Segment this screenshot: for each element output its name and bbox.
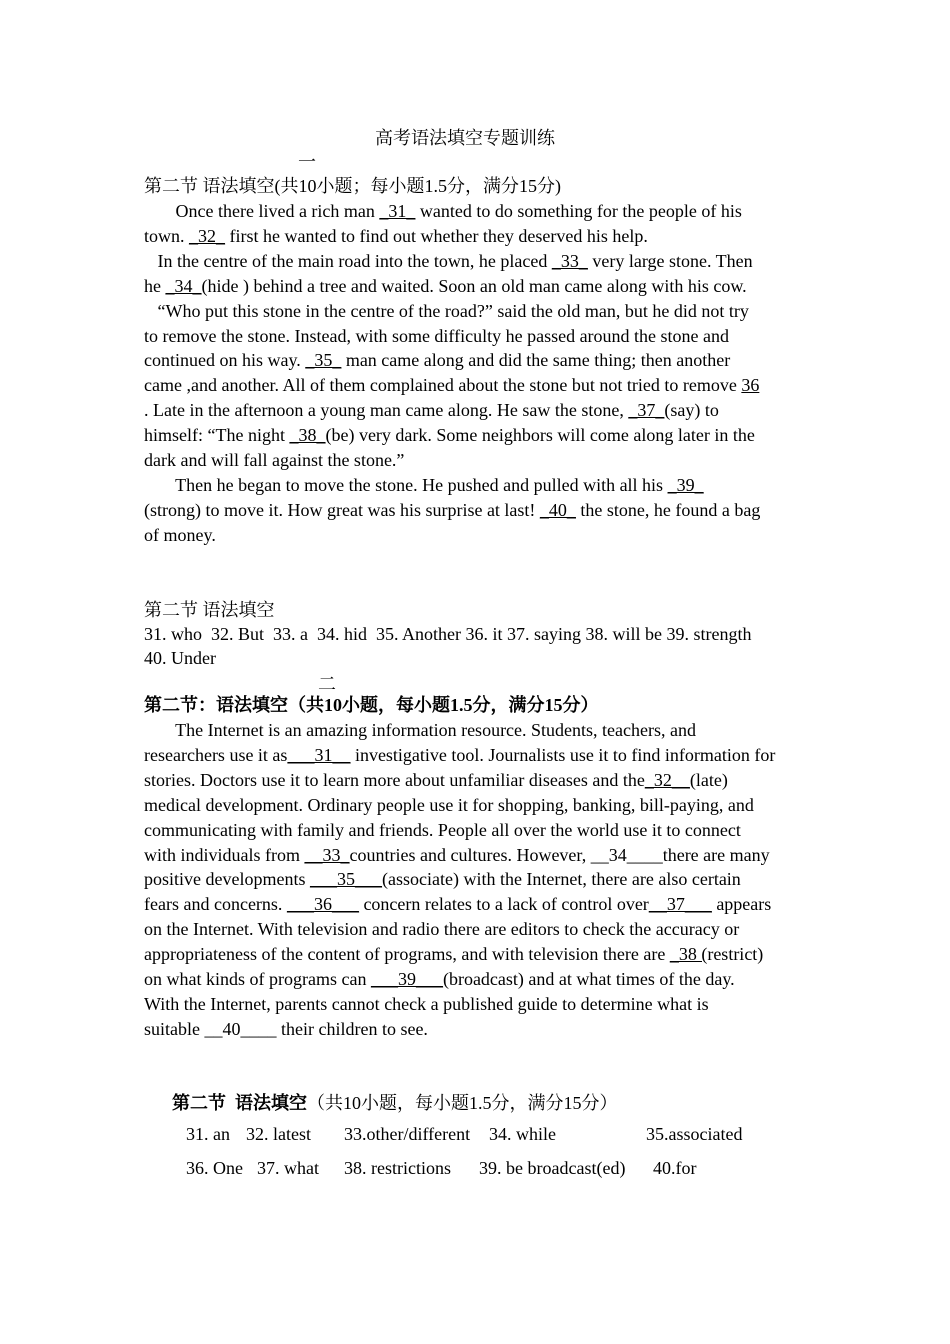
text-run: The Internet is an amazing information resource. Students, teachers, and bbox=[144, 720, 696, 740]
blank: _33_ bbox=[551, 250, 588, 271]
text-run: Once there lived a rich man bbox=[144, 201, 380, 221]
text-run: wanted to do something for the people of his bbox=[415, 201, 742, 221]
blank: ___31__ bbox=[287, 744, 351, 765]
text-run: (be) very dark. Some neighbors will come along later in the bbox=[325, 425, 755, 446]
text-run: of money. bbox=[144, 524, 216, 545]
answers2-heading bbox=[172, 1091, 618, 1116]
section1-line bbox=[144, 398, 719, 423]
text-run: researchers use it as bbox=[144, 744, 288, 765]
blank: ___36___ bbox=[286, 894, 359, 915]
blank: _35_ bbox=[305, 350, 342, 371]
section1-line bbox=[144, 523, 216, 548]
blank: _34_ bbox=[165, 275, 202, 296]
text-run: restrict) bbox=[707, 944, 764, 965]
section2-line bbox=[144, 942, 763, 967]
section2-line bbox=[144, 967, 735, 992]
text-run: communicating with family and friends. People all over the world use it to connect bbox=[144, 819, 741, 840]
section2-line bbox=[144, 843, 770, 868]
answers1-line2: 40. Under bbox=[144, 648, 216, 668]
section1-line bbox=[144, 199, 742, 224]
section2-line bbox=[144, 917, 739, 942]
section2-line bbox=[144, 992, 709, 1017]
answer2-37: 37. what bbox=[257, 1158, 319, 1178]
section1-heading: 第二节 语法填空(共10小题；每小题1.5分，满分15分) bbox=[144, 176, 561, 196]
blank: _31_ bbox=[379, 201, 416, 221]
text-run: countries and cultures. However, __34____there are many bbox=[349, 844, 770, 865]
section2-line bbox=[144, 718, 696, 743]
section1-line bbox=[144, 224, 648, 249]
section-marker-1: 一 bbox=[298, 152, 316, 172]
blank: ___39___ bbox=[370, 969, 443, 989]
text-run: . Late in the afternoon a young man came along. He saw the stone, bbox=[144, 400, 629, 421]
blank: ___35___ bbox=[309, 869, 382, 890]
answer2-39: 39. be broadcast(ed) bbox=[479, 1158, 626, 1178]
section2-line bbox=[144, 818, 741, 843]
answer2-33: 33.other/different bbox=[344, 1124, 471, 1144]
section2-line bbox=[144, 892, 771, 917]
text-run: with individuals from bbox=[144, 844, 305, 865]
answer2-36: 36. One bbox=[186, 1158, 243, 1178]
answer2-32: 32. latest bbox=[246, 1124, 311, 1144]
text-run: on the Internet. With television and radio there are editors to check the accuracy or bbox=[144, 919, 740, 940]
section1-line bbox=[144, 373, 759, 398]
answers1-heading: 第二节 语法填空 bbox=[144, 600, 275, 620]
blank: _38 ( bbox=[669, 944, 708, 965]
text-run: he bbox=[144, 275, 166, 296]
text-run: In the centre of the main road into the town, he placed bbox=[144, 250, 552, 271]
section1-line bbox=[144, 324, 729, 349]
answer2-40: 40.for bbox=[653, 1158, 697, 1178]
text-run: came ,and another. All of them complained about the stone but not tried to remove bbox=[144, 375, 742, 396]
text-run: man came along and did the same thing; then another bbox=[341, 350, 731, 371]
section2-line bbox=[144, 1017, 428, 1042]
text-run: “Who put this stone in the centre of the road?” said the old man, but he did not try bbox=[144, 300, 749, 321]
text-run: suitable __40____ their children to see. bbox=[144, 1018, 428, 1039]
section1-line bbox=[144, 274, 747, 299]
text-run: concern relates to a lack of control over bbox=[358, 894, 649, 915]
document-title: 高考语法填空专题训练 bbox=[375, 128, 555, 148]
section2-line bbox=[144, 867, 741, 892]
section2-line bbox=[144, 743, 775, 768]
answers1-line1: 31. who 32. But 33. a 34. hid 35. Another 36. it 37. saying 38. will be 39. strength bbox=[144, 624, 752, 644]
text-run: stories. Doctors use it to learn more about unfamiliar diseases and the bbox=[144, 769, 645, 790]
text-run: appropriateness of the content of programs, and with television there are bbox=[144, 944, 670, 965]
text-run: (hide ) behind a tree and waited. Soon an old man came along with his cow. bbox=[201, 275, 747, 296]
blank: _37_ bbox=[628, 400, 665, 421]
answer2-38: 38. restrictions bbox=[344, 1158, 451, 1178]
section-marker-2: 二 bbox=[318, 674, 336, 694]
text-run: first he wanted to find out whether they deserved his help. bbox=[225, 225, 648, 246]
text-run: fears and concerns. bbox=[144, 894, 287, 915]
text-run: appears bbox=[711, 894, 772, 915]
text-run: town. bbox=[144, 225, 189, 246]
section2-line bbox=[144, 768, 728, 793]
text-run: (strong) to move it. How great was his surprise at last! bbox=[144, 499, 540, 520]
section1-line bbox=[144, 299, 749, 324]
blank: __37___ bbox=[648, 894, 712, 915]
text-run: dark and will fall against the stone.” bbox=[144, 450, 405, 470]
text-run: on what kinds of programs can bbox=[144, 969, 371, 989]
section2-heading: 第二节：语法填空（共10小题，每小题1.5分，满分15分） bbox=[144, 695, 599, 715]
section2-line bbox=[144, 793, 754, 818]
text-run: continued on his way. bbox=[144, 350, 306, 371]
section1-line bbox=[144, 348, 730, 373]
blank: _38_ bbox=[289, 425, 326, 446]
section1-line bbox=[144, 498, 760, 523]
blank: _39_ bbox=[667, 474, 704, 495]
blank: _40_ bbox=[539, 499, 576, 520]
text-run: to remove the stone. Instead, with some difficulty he passed around the stone and bbox=[144, 325, 730, 346]
text-run: Then he began to move the stone. He pushed and pulled with all his bbox=[144, 474, 668, 495]
text-run: himself: “The night bbox=[144, 425, 290, 446]
answer2-35: 35.associated bbox=[646, 1124, 743, 1144]
answers2-heading-rest: （共10小题，每小题1.5分，满分15分） bbox=[307, 1093, 618, 1113]
text-run: medical development. Ordinary people use it for shopping, banking, bill-paying, and bbox=[144, 794, 754, 815]
text-run: the stone, he found a bag bbox=[575, 499, 761, 520]
answer2-34: 34. while bbox=[489, 1124, 556, 1144]
blank: __33_ bbox=[304, 844, 350, 865]
answers2-heading-bold: 第二节 语法填空 bbox=[172, 1093, 307, 1113]
text-run: very large stone. Then bbox=[587, 250, 753, 271]
text-run: With the Internet, parents cannot check a published guide to determine what is bbox=[144, 993, 709, 1014]
section1-line bbox=[144, 249, 753, 274]
text-run: investigative tool. Journalists use it to find information for bbox=[350, 744, 776, 765]
text-run: (late) bbox=[689, 769, 728, 790]
section1-line bbox=[144, 448, 404, 473]
blank: 36 bbox=[741, 375, 760, 396]
text-run: (associate) with the Internet, there are also certain bbox=[381, 869, 741, 890]
text-run: positive developments bbox=[144, 869, 310, 890]
blank: _32_ bbox=[189, 225, 225, 246]
answer2-31: 31. an bbox=[186, 1124, 230, 1144]
blank: _32__ bbox=[644, 769, 690, 790]
section1-line bbox=[144, 473, 704, 498]
text-run: (say) to bbox=[664, 400, 719, 421]
text-run: (broadcast) and at what times of the day. bbox=[442, 969, 735, 989]
section1-line bbox=[144, 423, 755, 448]
